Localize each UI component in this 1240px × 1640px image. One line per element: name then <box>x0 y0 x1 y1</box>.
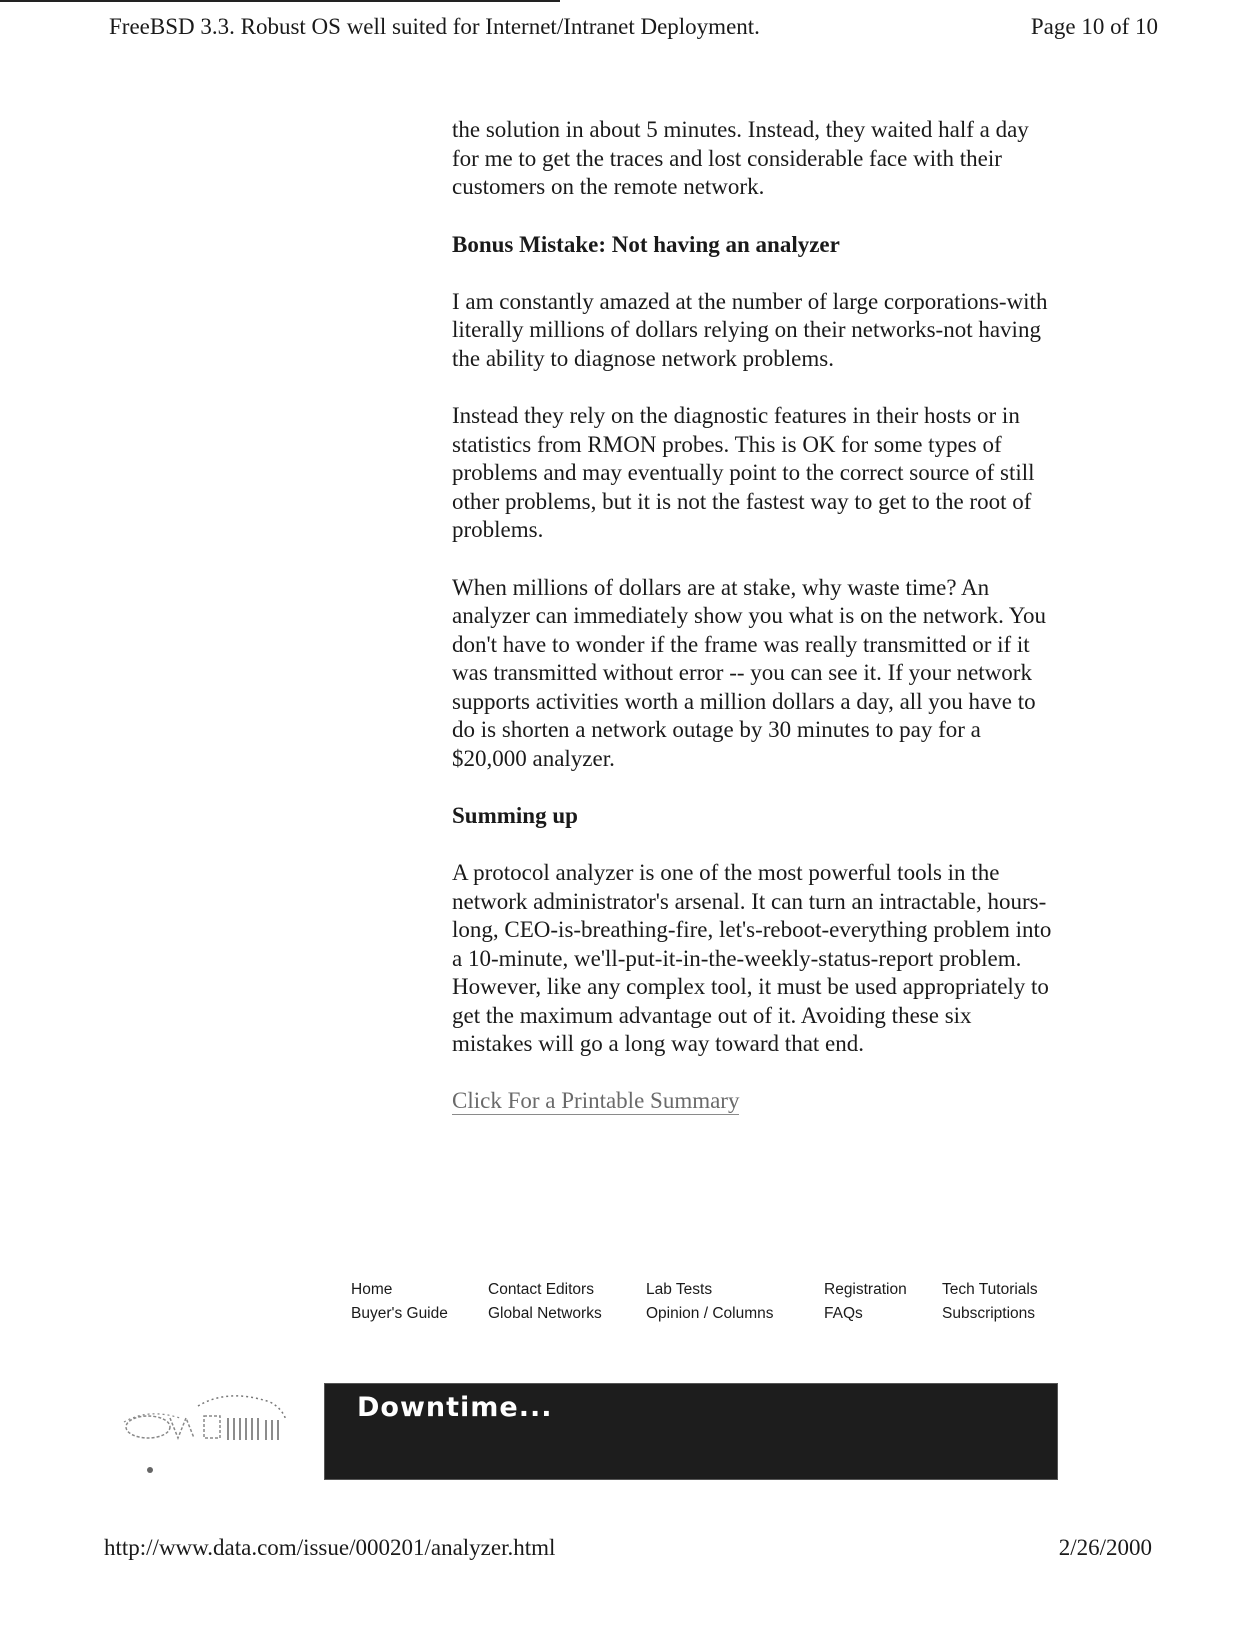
footer-navigation <box>0 1278 1240 1338</box>
nav-link-subscriptions[interactable]: Subscriptions <box>942 1305 1036 1322</box>
print-footer-url: http://www.data.com/issue/000201/analyzer.html <box>104 1535 556 1560</box>
nav-column-1 <box>351 1278 448 1326</box>
paragraph-summary: A protocol analyzer is one of the most powerful tools in the network administrator's arsenal. It can turn an intractable, hours-long, CEO-is-breathing-fire, let's-reboot-everything problem into a 10-minute, we'll-put-it-in-the-weekly-status-report problem. However, like any complex tool, it must be used appropriately to get the maximum advantage out of it. Avoiding these six mistakes will go a long way toward that end. <box>452 860 1052 1056</box>
heading-bonus-mistake: Bonus Mistake: Not having an analyzer <box>452 231 840 257</box>
nav-link-buyers-guide[interactable]: Buyer's Guide <box>351 1305 448 1322</box>
banner-text: Downtime... <box>357 1392 553 1423</box>
nav-link-tech-tutorials[interactable]: Tech Tutorials <box>942 1281 1038 1298</box>
nav-column-3 <box>646 1278 774 1326</box>
print-header-title: FreeBSD 3.3. Robust OS well suited for Internet/Intranet Deployment. <box>109 14 760 39</box>
paragraph-solution: the solution in about 5 minutes. Instead, they waited half a day for me to get the traces and lost considerable face with their customers on the remote network. <box>452 117 1029 199</box>
publisher-logo[interactable] <box>120 1380 300 1480</box>
nav-link-registration[interactable]: Registration <box>824 1281 907 1298</box>
nav-link-opinion-columns[interactable]: Opinion / Columns <box>646 1305 774 1322</box>
nav-link-faqs[interactable]: FAQs <box>824 1305 863 1322</box>
publisher-logo-icon <box>120 1380 300 1480</box>
paragraph-millions: When millions of dollars are at stake, why waste time? An analyzer can immediately show you what is on the network. You don't have to wonder if the frame was really transmitted or if it was transmitted without error -- you can see it. If your network supports activities worth a million dollars a day, all you have to do is shorten a network outage by 30 minutes to pay for a $20,000 analyzer. <box>452 574 1047 771</box>
print-footer-date: 2/26/2000 <box>1058 1535 1152 1560</box>
heading-summing-up: Summing up <box>452 803 578 828</box>
article-body <box>452 116 1052 1115</box>
nav-link-home[interactable]: Home <box>351 1281 393 1298</box>
printable-summary-link[interactable]: Click For a Printable Summary <box>452 1087 740 1113</box>
nav-link-contact-editors[interactable]: Contact Editors <box>488 1281 594 1298</box>
nav-column-2 <box>488 1278 602 1326</box>
nav-column-4 <box>824 1278 907 1326</box>
paragraph-diagnostics: Instead they rely on the diagnostic features in their hosts or in statistics from RMON probes. This is OK for some types of problems and may eventually point to the correct source of still other problems, but it is not the fastest way to get to the root of problems. <box>452 403 1035 542</box>
downtime-ad-banner[interactable] <box>324 1383 1058 1480</box>
nav-link-global-networks[interactable]: Global Networks <box>488 1305 602 1322</box>
nav-column-5 <box>942 1278 1038 1326</box>
paragraph-corporations: I am constantly amazed at the number of large corporations-with literally millions of dollars relying on their networks-not having the ability to diagnose network problems. <box>452 288 1048 371</box>
nav-link-lab-tests[interactable]: Lab Tests <box>646 1281 713 1298</box>
print-page-number: Page 10 of 10 <box>1030 14 1158 39</box>
header-rule <box>0 0 560 2</box>
